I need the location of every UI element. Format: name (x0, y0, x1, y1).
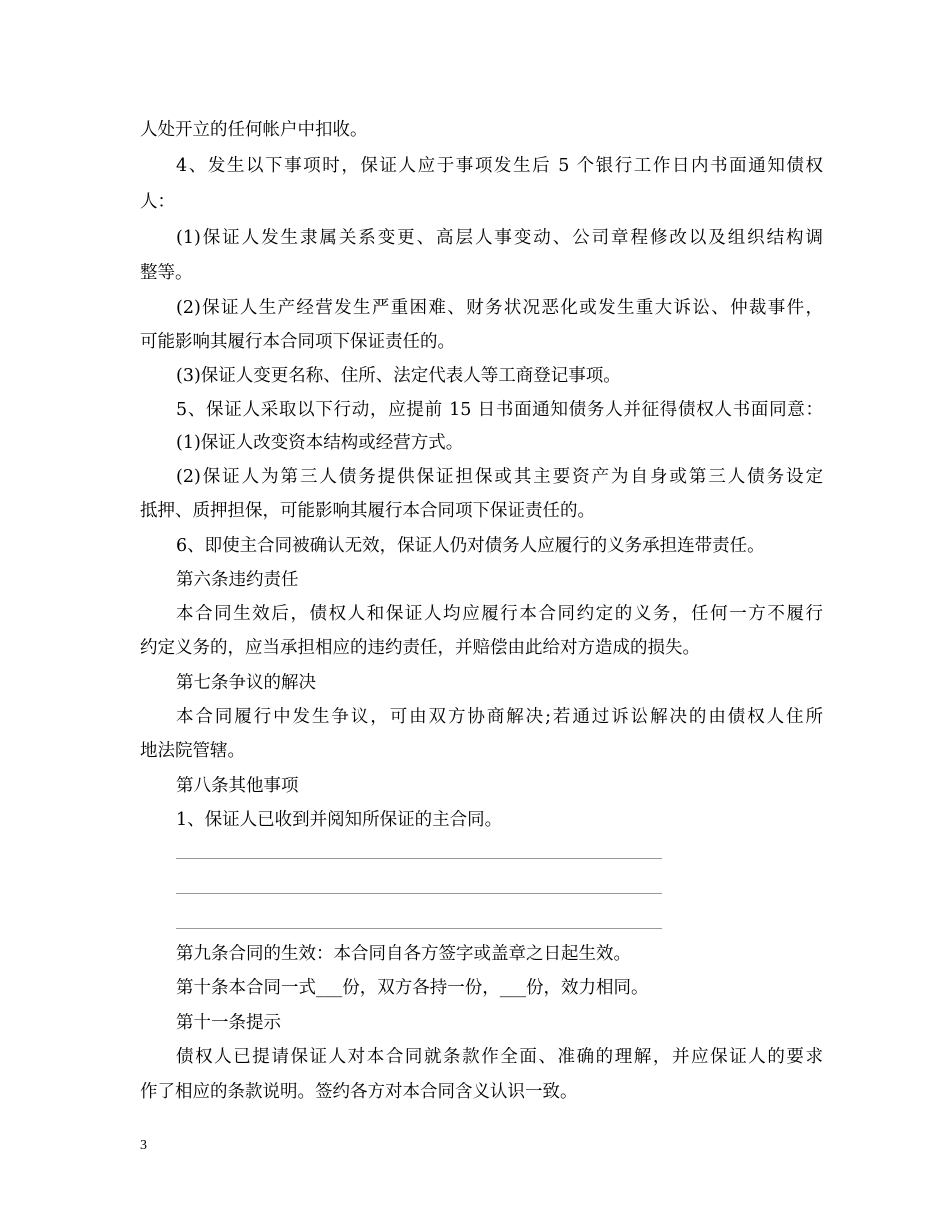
paragraph-line: (2)保证人生产经营发生严重困难、财务状况恶化或发生重大诉讼、仲裁事件， (176, 298, 823, 318)
paragraph-line: 4、发生以下事项时，保证人应于事项发生后 5 个银行工作日内书面通知债权 (176, 156, 823, 176)
paragraph-line: 整等。 (140, 263, 193, 283)
section-heading: 第十条本合同一式___份，双方各持一份，___份，效力相同。 (176, 978, 649, 998)
paragraph-line: 6、即使主合同被确认无效，保证人仍对债务人应履行的义务承担连带责任。 (176, 536, 765, 556)
paragraph-line: 人： (140, 192, 175, 212)
paragraph-line: 可能影响其履行本合同项下保证责任的。 (140, 332, 455, 352)
section-heading: 第九条合同的生效：本合同自各方签字或盖章之日起生效。 (176, 944, 631, 964)
section-heading: 第十一条提示 (176, 1013, 281, 1033)
paragraph-line: 5、保证人采取以下行动，应提前 15 日书面通知债务人并征得债权人书面同意： (176, 400, 823, 420)
page-number: 3 (140, 1138, 147, 1153)
section-heading: 第八条其他事项 (176, 776, 299, 796)
paragraph-line: 地法院管辖。 (140, 741, 245, 761)
paragraph-line: 本合同生效后，债权人和保证人均应履行本合同约定的义务，任何一方不履行 (176, 604, 823, 624)
fill-in-line (176, 893, 662, 894)
fill-in-line (176, 928, 662, 929)
section-heading: 第七条争议的解决 (176, 673, 316, 693)
paragraph-line: 作了相应的条款说明。签约各方对本合同含义认识一致。 (140, 1082, 578, 1102)
paragraph-line: (1)保证人发生隶属关系变更、高层人事变动、公司章程修改以及组织结构调 (176, 228, 823, 248)
paragraph-line: 抵押、质押担保，可能影响其履行本合同项下保证责任的。 (140, 501, 595, 521)
section-heading: 第六条违约责任 (176, 570, 299, 590)
paragraph-line: 人处开立的任何帐户中扣收。 (140, 120, 368, 140)
paragraph-line: (2)保证人为第三人债务提供保证担保或其主要资产为自身或第三人债务设定 (176, 467, 823, 487)
paragraph-line: (1)保证人改变资本结构或经营方式。 (176, 433, 464, 453)
paragraph-line: 1、保证人已收到并阅知所保证的主合同。 (176, 810, 503, 830)
paragraph-line: 约定义务的，应当承担相应的违约责任，并赔偿由此给对方造成的损失。 (140, 638, 700, 658)
fill-in-line (176, 858, 662, 859)
paragraph-line: 债权人已提请保证人对本合同就条款作全面、准确的理解，并应保证人的要求 (176, 1047, 823, 1067)
paragraph-line: 本合同履行中发生争议，可由双方协商解决;若通过诉讼解决的由债权人住所 (176, 707, 823, 727)
paragraph-line: (3)保证人变更名称、住所、法定代表人等工商登记事项。 (176, 366, 621, 386)
